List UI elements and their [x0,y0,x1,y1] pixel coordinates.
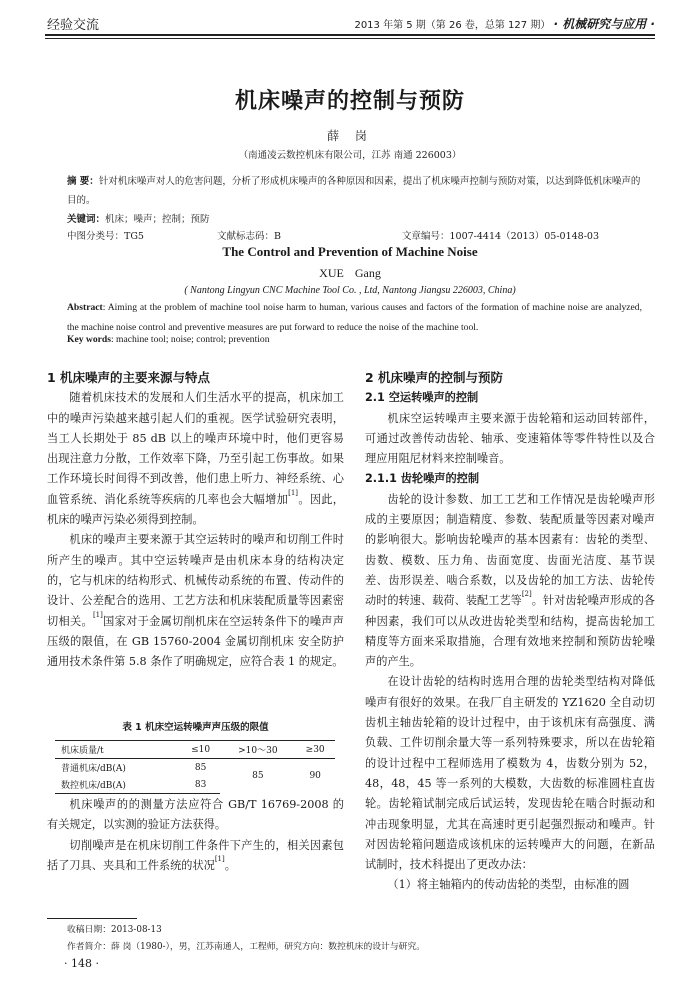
author-affiliation-en: ( Nantong Lingyun CNC Machine Tool Co. , Ltd, Nantong Jiangsu 226003, China) [184,285,516,296]
table-header-cell: >10～30 [220,741,295,759]
abstract-cn-text: 针对机床噪声对人的危害问题，分析了形成机床噪声的各种原因和因素，提出了机床噪声控制与预防对策，以达到降低机床噪声的目的。 [67,176,641,206]
paragraph-text: 国家对于金属切削机床在空运转条件下的噪声声压级的限值，在 GB 15760-2004 金属切削机床 安全防护通用技术条件第 5.8 条作了明确规定，应符合表 1 的规定。 [47,614,344,669]
keywords-en [67,334,270,345]
header-rule [45,34,655,36]
noise-limit-table [55,740,335,794]
article-number: 文章编号：1007-4414（2013）05-0148-03 [402,231,600,242]
paragraph [365,490,655,673]
left-column-lower [47,795,344,876]
table-cell: 普通机床/dB(A) [61,764,126,774]
paper-title: 机床噪声的控制与预防 [234,89,465,114]
table-header-cell: 机床质量/t [55,741,181,759]
subsection-2-1-1-heading: 2.1.1 齿轮噪声的控制 [365,472,480,486]
paragraph [47,530,344,672]
table-cell-merged: 90 [309,771,321,782]
table-cell: 数控机床/dB(A) [55,776,181,794]
paragraph: 机床噪声的的测量方法应符合 GB/T 16769-2008 的有关规定，以实测的验证方法获得。 [47,798,344,832]
section-1-heading: 1 机床噪声的主要来源与特点 [47,370,211,385]
author-affiliation: （南通凌云数控机床有限公司，江苏 南通 226003） [238,150,462,161]
subsection-2-1-heading: 2.1 空运转噪声的控制 [365,391,479,405]
abstract-en-label: Abstract [67,302,103,313]
citation: [1] [92,610,103,619]
paragraph-text: 机床的噪声主要来源于其空运转时的噪声和切削工件时所产生的噪声。其中空运转噪声是由机床本身的结构决定的，它与机床的结构形式、机械传动系统的布置、传动件的设计、公差配合的选用、工艺方法和机床装配质量等因素密切相关。 [47,533,344,628]
received-date: 收稿日期：2013-08-13 [67,925,162,935]
citation: [1] [214,854,225,863]
keywords-cn [67,211,210,225]
issue-text: 2013 年第 5 期（第 26 卷，总第 127 期） [354,20,551,31]
keywords-cn-label: 关键词： [67,214,106,225]
table-cell: 85 [194,762,207,773]
footnote [67,922,425,956]
paragraph: （1）将主轴箱内的传动齿轮的类型，由标准的圆 [387,878,630,892]
keywords-en-text: : machine tool; noise; control; prevention [110,334,270,345]
citation: [1] [288,488,299,497]
author-bio: 作者简介：薛 岗（1980-），男，江苏南通人，工程师，研究方向：数控机床的设计与研究。 [67,942,426,952]
paragraph-text: 切削噪声是在机床切削工件条件下产生的，相关因素包括了刀具、夹具和工件系统的状况 [47,838,344,872]
paragraph: 在设计齿轮的结构时选用合理的齿轮类型结构对降低噪声有很好的效果。在我厂自主研发的 YZ1620 全自动切齿机主轴齿轮箱的设计过程中，由于该机床有高强度、满负载、工件切削余量大等一系列特殊要求，所以在齿轮箱的设计过程中工程师选用了模数为 4，齿数分别为 52，48，48，45 等一系列的大模数，大齿数的标准圆柱直齿轮。齿轮箱试制完成后试运转，发现齿轮在啮合时振动和冲击现象明显，尤其在高速时更引起强烈振动和噪声。针对因齿轮箱问题造成该机床的运转噪声大的问题，在新品试制时，技术科提出了更改办法： [365,675,655,872]
author-name: 薛 岗 [327,129,373,143]
paragraph-text: 齿轮的设计参数、加工工艺和工作情况是齿轮噪声形成的主要原因；制造精度、参数、装配质量等因素对噪声的影响很大。影响齿轮噪声的基本因素有：齿轮的类型、齿数、模数、压力角、齿面宽度、齿面光洁度、基节误差、齿形误差、啮合系数，以及齿轮的加工方法、齿轮传动时的转速、载荷、装配工艺等 [365,492,655,608]
abstract-en [67,298,642,338]
section-2-heading: 2 机床噪声的控制与预防 [365,370,504,385]
page-number: · 148 · [64,957,99,970]
table-header-cell: ≤10 [181,741,221,759]
author-name-en: XUE Gang [319,266,381,280]
column-label: 经验交流 [47,18,100,33]
table-row [55,759,335,777]
footnote-rule [47,918,137,919]
paragraph: 机床空运转噪声主要来源于齿轮箱和运动回转部件，可通过改善传动齿轮、轴承、变速箱体等零件特性以及合理应用阻尼材料来控制噪音。 [365,411,655,466]
abstract-cn [67,172,642,210]
table-caption: 表 1 机床空运转噪声声压级的限值 [122,722,269,733]
paragraph-text: 。 [224,858,236,872]
issue-info [354,15,655,32]
keywords-cn-text: 机床；噪声；控制；预防 [105,214,210,225]
paragraph-text: 。因此，机床的噪声污染必须得到控制。 [47,492,344,527]
table-header-cell: ≥30 [295,741,335,759]
journal-name: · 机械研究与应用 · [553,17,655,31]
paper-title-en: The Control and Prevention of Machine Noise [222,244,478,259]
header-rule-thin [45,38,655,39]
keywords-en-label: Key words [67,334,111,345]
document-code: 文献标志码：B [217,231,281,242]
paragraph-text: 随着机床技术的发展和人们生活水平的提高，机床加工中的噪声污染越来越引起人们的重视。医学试验研究表明，当工人长期处于 85 dB 以上的噪声环境中时，他们更容易出现注意力分散，工作效率下降，乃至引起工伤事故。如果工作环境长时间得不到改善，他们患上听力、神经系统、心血管系统、消化系统等疾病的几率也会大幅增加 [47,391,344,506]
right-column [365,368,655,896]
paragraph-text: 。针对齿轮噪声形成的各种因素，我们可以从改进齿轮类型和结构，提高齿轮加工精度等方面来采取措施，合理有效地来控制和预防齿轮噪声的产生。 [365,594,655,669]
citation: [2] [521,590,532,599]
abstract-en-text: : Aiming at the problem of machine tool noise harm to human, various causes and factors of the formation of machine noise are analyzed, the machine noise control and preventive measures are put forward to reduce the noise of the machine tool. [67,302,642,333]
abstract-cn-label: 摘 要： [67,176,99,187]
left-column [47,368,344,672]
clc-number: 中图分类号：TG5 [67,231,144,242]
table-cell: 83 [181,776,221,794]
table-header-row [55,741,335,759]
paragraph [47,388,344,530]
table-cell-merged: 85 [252,771,264,782]
paragraph [47,836,344,877]
